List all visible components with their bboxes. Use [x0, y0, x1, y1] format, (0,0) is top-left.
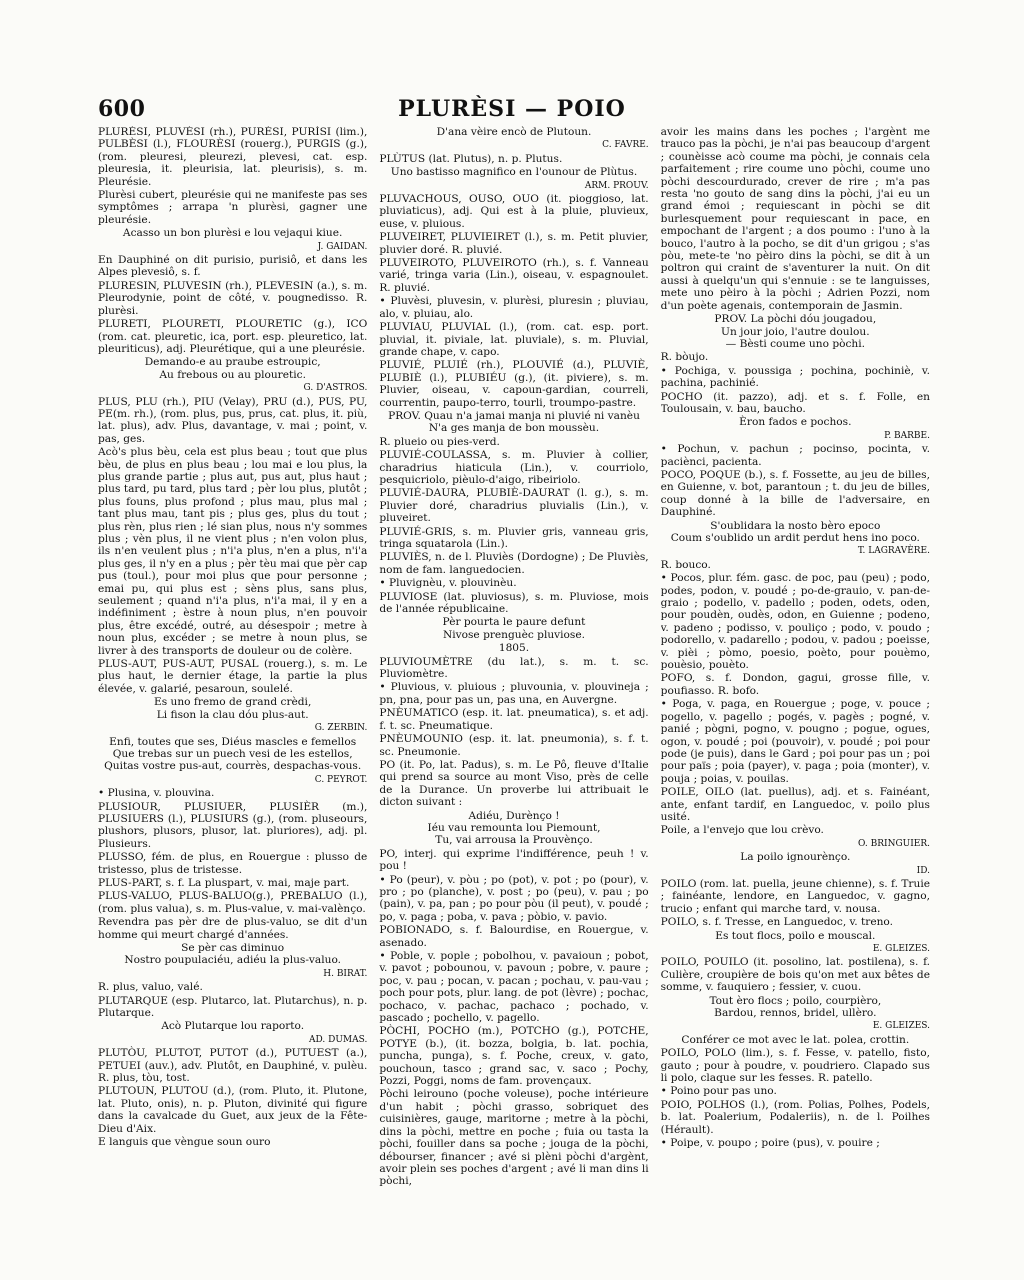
entry-paragraph: C. FAVRE.: [602, 140, 649, 151]
entry-paragraph: POILO, s. f. Tresse, en Languedoc, v. treno.: [660, 916, 893, 929]
entry-paragraph: R. plueio ou pies-verd.: [379, 435, 500, 448]
entry-paragraph: O. BRINGUIER.: [858, 838, 930, 849]
entry-paragraph: E languis que vèngue soun ouro: [98, 1136, 271, 1149]
entry-paragraph: POILO (rom. lat. puella, jeune chienne), s. f. Truie ; fainéante, lendore, en Languedoc, v. gagno, trucio ; enfant qui marche tard, v. nousa.: [660, 877, 930, 915]
entry-paragraph: PLÙTUS (lat. Plutus), n. p. Plutus.: [379, 152, 563, 165]
entry-paragraph: POCHO (it. pazzo), adj. et s. f. Folle, en Toulousain, v. bau, baucho.: [660, 390, 930, 415]
entry-paragraph: PLUVIÈS, n. de l. Pluviès (Dordogne) ; De Pluviès, nom de fam. languedocien.: [379, 551, 649, 576]
entry-paragraph: • Pluvious, v. pluious ; pluvounia, v. plouvineja ; pn, pna, pour pas un, pas una, en Auvergne.: [379, 681, 649, 706]
entry-paragraph: Adiéu, Durènço ! Iéu vau remounta lou Piemount, Tu, vai arrousa la Prouvènço.: [427, 809, 601, 847]
entry-paragraph: PLUSSO, fém. de plus, en Rouergue : plusso de tristesso, plus de tristesse.: [98, 851, 368, 876]
entry-paragraph: Acasso un bon plurèsi e lou vejaqui kiue.: [122, 227, 343, 240]
entry-paragraph: Uno bastisso magnifico en l'ounour de Plùtus.: [390, 166, 638, 179]
entry-paragraph: E. GLEIZES.: [872, 944, 930, 954]
entry-paragraph: R. plus, valuo, valé.: [98, 981, 203, 994]
entry-paragraph: PLUTÒU, PLUTOT, PUTOT (d.), PUTUEST (a.), PETUEI (auv.), adv. Plutôt, en Dauphiné, v. pulèu. R. plus, tòu, tost.: [98, 1047, 368, 1085]
entry-paragraph: En Dauphiné on dit purisio, purisiô, et dans les Alpes plevesiô, s. f.: [98, 254, 368, 279]
entry-paragraph: H. BIRAT.: [323, 968, 368, 979]
entry-paragraph: Tout èro flocs ; poilo, courpièro, Bardou, rennos, bridel, ullèro.: [709, 994, 882, 1020]
entry-paragraph: • Po (peur), v. pòu ; po (pot), v. pot ; po (pour), v. pro ; po (planche), v. post ; po (peu), v. pau ; po (pain), v. pa, pan ; po pour pòu (il peut), v. poudé ; po, v. paga ; poba, v. pava ; pòbio, v. pavio.: [379, 873, 649, 923]
entry-paragraph: POBIONADO, s. f. Balourdise, en Rouergue, v. asenado.: [379, 924, 649, 949]
entry-paragraph: • Poipe, v. poupo ; poire (pus), v. pouire ;: [660, 1137, 880, 1150]
entry-paragraph: Se pèr cas diminuo Nostro poupulaciéu, adiéu la plus-valuo.: [124, 942, 341, 967]
dictionary-columns: [98, 126, 930, 1254]
entry-paragraph: AD. DUMAS.: [308, 1034, 368, 1045]
entry-paragraph: PLURETI, PLOURETI, PLOURETIC (g.), ICO (rom. cat. pleuretic, ica, port. esp. pleuretico, lat. pleuriticus), adj. Pleurétique, qui a une pleurésie.: [98, 318, 368, 355]
entry-paragraph: Revendra pas pèr dre de plus-valuo, se dit d'un homme qui meurt chargé d'années.: [98, 916, 368, 941]
entry-paragraph: POILE, OILO (lat. puellus), adj. et s. Fainéant, ante, enfant tardif, en Languedoc, v. poilo plus usité.: [660, 786, 930, 823]
entry-paragraph: PLUS, PLU (rh.), PIU (Velay), PRU (d.), PUS, PU, PE(m. rh.), (rom. plus, pus, prus, cat. plus, it. più, lat. plus), adv. Plus, davantage, v. mai ; point, v. pas, ges.: [98, 395, 368, 445]
entry-paragraph: Plurèsi cubert, pleurésie qui ne manifeste pas ses symptômes ; arrapa 'n plurèsi, gagner une pleurésie.: [98, 189, 368, 226]
entry-paragraph: POIO, POLHOS (l.), (rom. Polias, Polhes, Podels, b. lat. Poalerium, Podaleriis), n. de l. Poilhes (Hérault).: [660, 1098, 930, 1136]
entry-paragraph: PLUS-VALUO, PLUS-BALUO(g.), PREBALUO (l.), (rom. plus valua), s. m. Plus-value, v. mai-valènço.: [98, 890, 368, 915]
entry-paragraph: Acò's plus bèu, cela est plus beau ; tout que plus bèu, de plus en plus beau ; lou mai e lou plus, la plus grande partie ; plus aut, pus aut, plus haut ; plus tard, pu tard, plus tard ; pèr lou plus, plutôt ; plus founs, plus profond ; plus mau, plus mal ; tant plus mau, tant pis ; plus ges, plus du tout ; plus rèn, plus rien ; lé sian plus, nous n'y sommes plus ; vèn plus, il ne vient plus ; n'en volon plus, ils n'en veulent plus ; n'i'a plus, n'en a plus, n'i'a plus ges, il n'y en a plus ; pèr tèu mai que pèr cap pus (toul.), pour moi plus que pour personne ; emai pu, qui plus est ; sèns plus, sans plus, seulement ; quand n'i'a plus, n'i'a mai, il y en a indéfiniment ; èstre à noun plus, n'en pouvoir plus, être excédé, outré, au désespoir ; metre à noun plus, excéder ; se metre à noun plus, se livrer à des transports de douleur ou de colère.: [98, 446, 368, 657]
entry-paragraph: PLUVIÉ-DAURA, PLUBIÈ-DAURAT (l. g.), s. m. Pluvier doré, charadrius pluvialis (Lin.), v. pluveiret.: [379, 487, 649, 525]
entry-paragraph: PLUTARQUE (esp. Plutarco, lat. Plutarchus), n. p. Plutarque.: [98, 994, 368, 1020]
entry-paragraph: • Poga, v. paga, en Rouergue ; poge, v. pouce ; pogello, v. pagello ; pogés, v. pagès ; pogné, v. panié ; pògni, pogno, v. pougno ; pogue, ogues, ogon, v. poudé ; poi (pouvoir), v. poudé ; poi pour pode (je puis), dans le Gard ; poi pour pas un ; poi pour païs ; poia (payer), v. paga ; poia (monter), v. pouja ; poias, v. pouilas.: [660, 698, 930, 785]
entry-paragraph: Conférer ce mot avec le lat. polea, crottin.: [681, 1033, 910, 1046]
entry-paragraph: Es uno fremo de grand crèdi, Li fison la clau dóu plus-aut.: [153, 696, 312, 721]
entry-paragraph: Acò Plutarque lou raporto.: [161, 1020, 305, 1033]
entry-paragraph: G. D'ASTROS.: [303, 383, 368, 394]
running-head: PLURÈSI — POIO: [398, 96, 626, 122]
entry-paragraph: PLUVIÉ, PLUIÉ (rh.), PLOUVIÉ (d.), PLUVIÈ, PLUBIÈ (l.), PLUBIÉU (g.), (it. piviere), s. m. Pluvier, oiseau, v. capoun-gardian, courreli, courrentin, paupo-terro, tourli, troumpo-pastre.: [379, 359, 649, 409]
entry-paragraph: PLUS-PART, s. f. La pluspart, v. mai, maje part.: [98, 876, 350, 889]
entry-paragraph: PLUVIÉ-GRIS, s. m. Pluvier gris, vanneau gris, tringa squatarola (Lin.).: [379, 525, 649, 550]
entry-paragraph: PROV. La pòchi dóu jougadou, Un jour joio, l'autre doulou. — Bèsti coume uno pòchi.: [714, 313, 877, 350]
entry-paragraph: Enfi, toutes que ses, Diéus mascles e femellos Que trebas sur un puech vesi de les estellos, Quitas vostre pus-aut, courrès, despachas-vous.: [104, 735, 362, 773]
entry-paragraph: D'ana vèire encò de Plutoun.: [436, 126, 592, 138]
entry-paragraph: Pèr pourta le paure defunt Nivose prenguèc pluviose.: [442, 616, 586, 641]
entry-paragraph: PLUSIOUR, PLUSIUER, PLUSIÈR (m.), PLUSIUERS (l.), PLUSIURS (g.), (rom. pluseours, plushors, plusors, plusor, lat. pluriores), adj. pl. Plusieurs.: [98, 800, 368, 850]
entry-paragraph: PLUVIOUMÈTRE (du lat.), s. m. t. sc. Pluviomètre.: [379, 655, 649, 681]
column-left: [98, 126, 367, 1254]
entry-paragraph: Pòchi leirouno (poche voleuse), poche intérieure d'un habit ; pòchi grasso, sobriquet des cuisinières, gauge, maritorne ; metre à la pòchi, dins la pòchi, mettre en poche ; fuia ou tasta la pòchi, fouiller dans sa poche ; jouga de la pòchi, débourser, financer ; avé si plèni pòchi d'argènt, avoir plein ses poches d'argent ; avé li man dins li pòchi,: [379, 1088, 649, 1188]
entry-paragraph: POILO, POLO (lim.), s. f. Fesse, v. patello, fisto, gauto ; pour à poudre, v. poudriero. Clapado sus li polo, claque sur les fesses. R. patello.: [660, 1047, 930, 1085]
entry-paragraph: 1805.: [498, 642, 530, 655]
entry-paragraph: PLUVIAU, PLUVIAL (l.), (rom. cat. esp. port. pluvial, it. piviale, lat. pluviale), s. m. Pluvial, grande chape, v. capo.: [379, 321, 649, 358]
entry-paragraph: PROV. Quau n'a jamai manja ni pluvié ni vanèu N'a ges manja de bon moussèu.: [388, 409, 640, 435]
entry-paragraph: • Poino pour pas uno.: [660, 1085, 777, 1098]
entry-paragraph: E. GLEIZES.: [872, 1021, 930, 1032]
entry-paragraph: C. PEYROT.: [314, 774, 368, 785]
entry-paragraph: ID.: [916, 865, 930, 876]
entry-paragraph: J. GAIDAN.: [317, 241, 368, 252]
entry-paragraph: R. bòujo.: [660, 351, 709, 364]
entry-paragraph: PLUVIÉ-COULASSA, s. m. Pluvier à collier, charadrius hiaticula (Lin.), v. courriolo, pesquicriolo, pièulo-d'aigo, ribeiriolo.: [379, 449, 649, 486]
entry-paragraph: avoir les mains dans les poches ; l'argènt me trauco pas la pòchi, je n'ai pas beaucoup d'argent ; counèisse acò coume ma pòchi, je connais cela parfaitement ; rire coume uno pòchi, coume uno pòchi descourdurado, crever de rire ; m'a pas resta 'no gouto de sang dins la pòchi, j'ai eu un grand émoi ; requiescant in pòchi se dit burlesquement pour requiescant in pace, en empochant de l'argent ; a dos poumo : l'uno à la bouco, l'autro à la pocho, se dit d'un grigou ; s'as pòu, mete-te 'no pèiro dins la pòchi, se dit à un poltron qui craint de s'aventurer la nuit. On dit aussi à quelqu'un qui s'ennuie : se te languisses, mete uno pèiro à la pòchi ; Adrien Pozzi, nom d'un poète agenais, contemporain de Jasmin.: [660, 126, 930, 312]
entry-paragraph: PLUVIOSE (lat. pluviosus), s. m. Pluviose, mois de l'année républicaine.: [379, 590, 649, 616]
entry-paragraph: R. bouco.: [660, 558, 711, 571]
entry-paragraph: • Pocos, plur. fém. gasc. de poc, pau (peu) ; podo, podes, podon, v. poudé ; po-de-grauio, v. pan-de-graio ; podello, v. padello ; poden, odets, oden, pour poudèn, oudès, odon, en Guienne ; podeno, v. padeno ; podisso, v. pouliço ; podo, v. poudo ; podorello, v. padarello ; podou, v. padou ; poeisse, v. pièi ; pòmo, poesio, poèto, pour pouèmo, pouèsio, pouèto.: [660, 572, 930, 672]
entry-paragraph: PO (it. Po, lat. Padus), s. m. Le Pô, fleuve d'Italie qui prend sa source au mont Viso, près de celle de la Durance. Un proverbe lui attribuait le dicton suivant :: [379, 758, 649, 809]
entry-paragraph: Demando-e au praube estroupic, Au frebous ou au plouretic.: [144, 356, 321, 381]
page-number: 600: [98, 96, 146, 122]
entry-paragraph: PÒCHI, POCHO (m.), POTCHO (g.), POTCHE, POTYE (b.), (it. bozza, bolgia, b. lat. pochia, puncha, punga), s. f. Poche, creux, v. gato, pouchoun, tasco ; grand sac, v. saco ; Pochy, Pozzi, Poggi, noms de fam. provençaux.: [379, 1025, 649, 1088]
column-middle: [379, 126, 648, 1254]
entry-paragraph: T. LAGRAVÈRE.: [857, 546, 930, 557]
entry-paragraph: POFO, s. f. Dondon, gagui, grosse fille, v. poufiasso. R. bofo.: [660, 672, 930, 697]
entry-paragraph: La poilo ignourènço.: [740, 851, 851, 864]
entry-paragraph: PLUVACHOUS, OUSO, OUO (it. pioggioso, lat. pluviaticus), adj. Qui est à la pluie, pluvieux, euse, v. pluious.: [379, 193, 649, 230]
entry-paragraph: POCO, POQUE (b.), s. f. Fossette, au jeu de billes, en Guienne, v. bot, parantoun ; t. du jeu de billes, coup donné à la bille de l'adversaire, en Dauphiné.: [660, 468, 930, 519]
entry-paragraph: ARM. PROUV.: [584, 180, 649, 191]
entry-paragraph: • Pluvignèu, v. plouvinèu.: [379, 577, 517, 590]
entry-paragraph: S'oublidara la nosto bèro epoco Coum s'oublido un ardit perdut hens ino poco.: [670, 519, 920, 544]
entry-paragraph: PNÈUMOUNIO (esp. it. lat. pneumonia), s. f. t. sc. Pneumonie.: [379, 733, 649, 758]
entry-paragraph: PLUVEIRET, PLUVIEIRET (l.), s. m. Petit pluvier, pluvier doré. R. pluvié.: [379, 231, 649, 256]
entry-paragraph: PO, interj. qui exprime l'indifférence, peuh ! v. pou !: [379, 847, 649, 873]
entry-paragraph: PLUS-AUT, PUS-AUT, PUSAL (rouerg.), s. m. Le plus haut, le dernier étage, la partie la plus élevée, v. galarié, pesaroun, soulelé.: [98, 658, 368, 695]
entry-paragraph: POILO, POUILO (it. posolino, lat. postilena), s. f. Culière, croupière de bois qu'on met aux bêtes de somme, v. fauquiero ; fessier, v. cuou.: [660, 956, 930, 994]
entry-paragraph: • Pochiga, v. poussiga ; pochina, pochiniè, v. pachina, pachinié.: [660, 364, 930, 390]
entry-paragraph: PLUTOUN, PLUTOU (d.), (rom. Pluto, it. Plutone, lat. Pluto, onis), n. p. Pluton, divinité qui figure dans la cavalcade du Guet, aux jeux de la Fête-Dieu d'Aix.: [98, 1085, 368, 1135]
entry-paragraph: P. BARBE.: [884, 430, 930, 441]
entry-paragraph: PNÈUMATICO (esp. it. lat. pneumatica), s. et adj. f. t. sc. Pneumatique.: [379, 707, 649, 732]
entry-paragraph: • Pluvèsi, pluvesin, v. plurèsi, pluresin ; pluviau, alo, v. pluiau, alo.: [379, 295, 649, 320]
entry-paragraph: G. ZERBIN.: [314, 723, 368, 734]
entry-paragraph: • Plusina, v. plouvina.: [98, 787, 215, 800]
entry-paragraph: PLUVEIROTO, PLUVEIROTO (rh.), s. f. Vanneau varié, tringa varia (Lin.), oiseau, v. espagnoulet. R. pluvié.: [379, 257, 649, 294]
column-right: [661, 126, 930, 1254]
entry-paragraph: • Poble, v. pople ; pobolhou, v. pavaioun ; pobot, v. pavot ; pobounou, v. pavoun ; pobre, v. paure ; poc, v. pau ; pocan, v. pacan ; pochau, v. pau-vau ; poch pour pots, plur. lang. de pot (lèvre) ; pochac, pochaco, v. pachac, pachaco ; pochado, v. pascado ; pochello, v. pagello.: [379, 950, 649, 1025]
entry-paragraph: Es tout flocs, poilo e mouscal.: [715, 929, 876, 942]
entry-paragraph: Poile, a l'envejo que lou crèvo.: [660, 824, 824, 837]
entry-paragraph: PLURÈSI, PLUVÈSI (rh.), PURÈSI, PURÌSI (lim.), PULBÈSI (l.), FLOURÈSI (rouerg.), PURGIS (g.), (rom. pleuresi, pleurezi, plevesi, cat. esp. pleuresia, it. pleurisia, lat. pleurisis), s. m. Pleurésie.: [98, 126, 368, 188]
entry-paragraph: • Pochun, v. pachun ; pocinso, pocinta, v. paciènci, pacienta.: [660, 443, 930, 468]
entry-paragraph: Èron fados e pochos.: [739, 416, 852, 429]
entry-paragraph: PLURESIN, PLUVESIN (rh.), PLEVESIN (a.), s. m. Pleurodynie, point de côté, v. pougnedisso. R. plurèsi.: [98, 279, 368, 317]
